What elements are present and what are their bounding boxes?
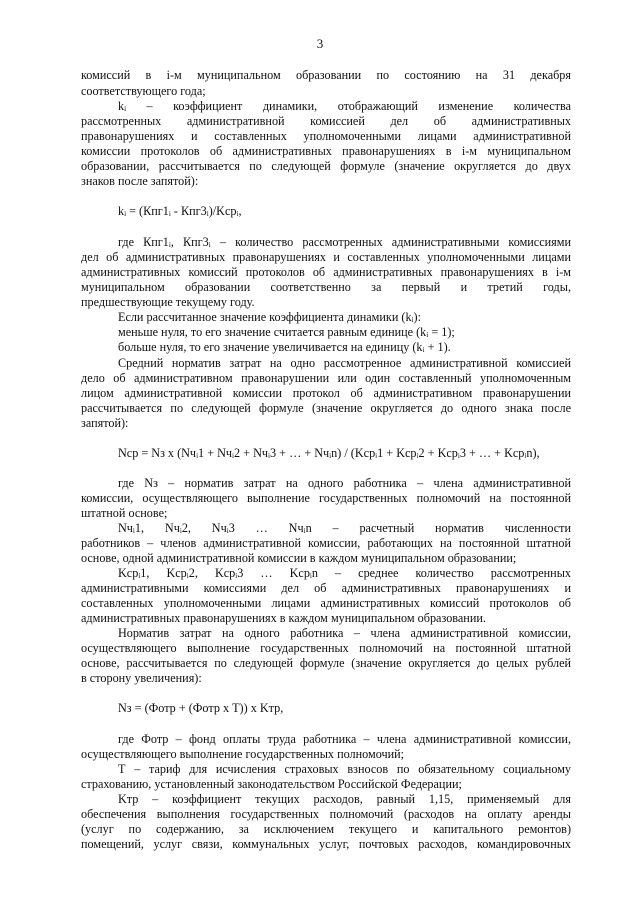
formula-k: kᵢ = (Кпг1ᵢ - Кпг3ᵢ)/Kсрᵢ, [118, 204, 242, 218]
text-line: комиссии, осуществляющего выполнение государственных полномочий на постоянной [81, 491, 571, 505]
text-line: рассмотренных административной комиссией дел об административных [81, 114, 571, 128]
text-line: составленных уполномоченными лицами административных комиссий протоколов об [81, 596, 571, 610]
text-line: больше нуля, то его значение увеличивается на единицу (kᵢ + 1). [118, 340, 451, 354]
text-line: образовании, рассчитывается по следующей формуле (значение округляется до двух [81, 159, 571, 173]
text-line: дел об административных правонарушениях и составленных уполномоченными лицами [81, 250, 571, 264]
text-line: штатной основе; [81, 506, 168, 520]
text-line: административных правонарушениях в каждом муниципальном образовании. [81, 611, 486, 625]
page-number: 3 [316, 36, 324, 51]
text-line: комиссии протоколов об административных правонарушениях в i-м муниципальном [81, 144, 571, 158]
text-line: где Nз – норматив затрат на одного работника – члена административной [118, 476, 571, 490]
text-line: Nчᵢ1, Nчᵢ2, Nчᵢ3 … Nчᵢn – расчетный норматив численности [118, 521, 571, 535]
text-line: запятой): [81, 416, 129, 430]
text-line: комиссий в i-м муниципальном образовании по состоянию на 31 декабря [81, 68, 571, 82]
text-line: административными комиссиями дел об административных правонарушениях и [81, 581, 571, 595]
text-line: (услуг по содержанию, за исключением текущего и капитального ремонтов) [81, 822, 571, 836]
text-line: Kсрᵢ1, Kсрᵢ2, Kсрᵢ3 … Kсрᵢn – среднее количество рассмотренных [118, 566, 571, 580]
text-line: рассчитывается по следующей формуле (значение округляется до одного знака после [81, 401, 571, 415]
formula-nsr: Nср = Nз х (Nчᵢ1 + Nчᵢ2 + Nчᵢ3 + … + Nчᵢn) / (Kсрᵢ1 + Kсрᵢ2 + Kсрᵢ3 + … + Kсрᵢn), [118, 446, 540, 460]
text-line: Т – тариф для исчисления страховых взносов по обязательному социальному [118, 762, 571, 776]
text-line: знаков после запятой): [81, 174, 199, 188]
text-line: Kтр – коэффициент текущих расходов, равный 1,15, применяемый для [118, 792, 571, 806]
formula-nz: Nз = (Фотр + (Фотр х Т)) х Kтр, [118, 701, 284, 715]
text-line: соответствующего года; [81, 84, 206, 98]
text-line: обеспечения выполнения государственных полномочий (расходов на оплату аренды [81, 807, 571, 821]
text-line: муниципальном образовании соответственно за первый и третий годы, [81, 280, 571, 294]
text-line: основе, рассчитывается по следующей формуле (значение округляется до целых рублей [81, 656, 571, 670]
text-line: осуществляющего выполнение государственных полномочий на постоянной штатной [81, 641, 571, 655]
text-line: работников – членов административной комиссии, работающих на постоянной штатной [81, 536, 571, 550]
text-line: где Фотр – фонд оплаты труда работника – члена административной комиссии, [118, 732, 571, 746]
text-line: Если рассчитанное значение коэффициента динамики (kᵢ): [118, 310, 421, 324]
text-line: основе, одной административной комиссии в каждом муниципальном образовании; [81, 551, 517, 565]
text-line: правонарушениях и составленных уполномоченными лицами административной [81, 129, 571, 143]
text-line: дело об административном правонарушении или один составленный уполномоченным [81, 371, 571, 385]
text-line: kᵢ – коэффициент динамики, отображающий изменение количества [118, 99, 571, 113]
text-line: административных комиссий протоколов об административных правонарушениях в i-м [81, 265, 571, 279]
text-line: предшествующие текущему году. [81, 295, 255, 309]
text-line: где Кпг1ᵢ, Кпг3ᵢ – количество рассмотренных административными комиссиями [118, 235, 571, 249]
text-line: в сторону увеличения): [81, 671, 202, 685]
text-line: страхованию, установленный законодательством Российской Федерации; [81, 777, 462, 791]
text-line: Норматив затрат на одного работника – члена административной комиссии, [118, 626, 571, 640]
text-line: лицом административной комиссии протокол об административном правонарушении [81, 386, 571, 400]
text-line: осуществляющего выполнение государственных полномочий; [81, 747, 405, 761]
text-line: помещений, услуг связи, коммунальных услуг, почтовых расходов, командировочных [81, 837, 571, 851]
text-line: Средний норматив затрат на одно рассмотренное административной комиссией [118, 356, 571, 370]
text-line: меньше нуля, то его значение считается равным единице (kᵢ = 1); [118, 325, 455, 339]
